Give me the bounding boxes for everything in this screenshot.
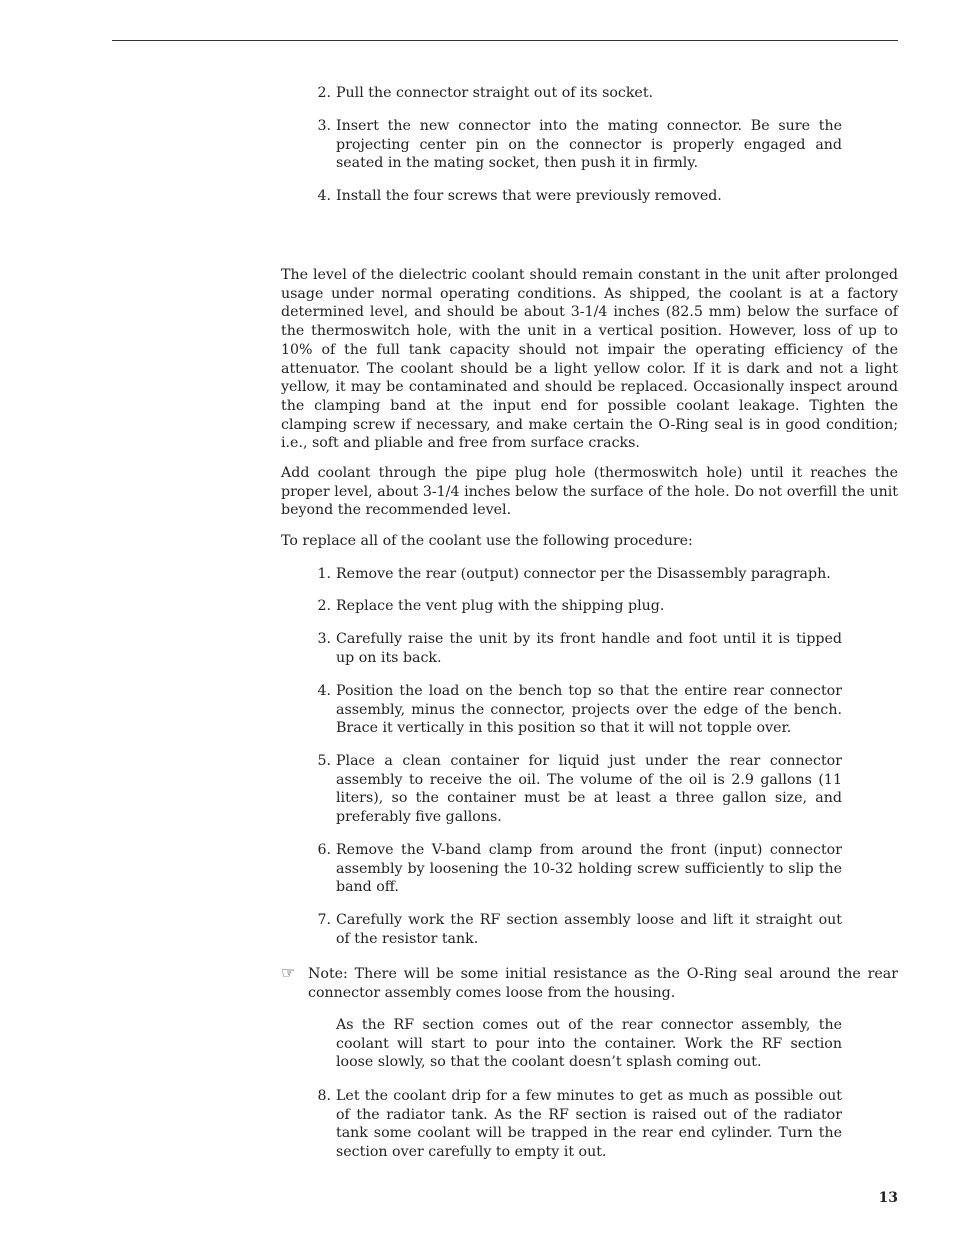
list-item xyxy=(313,117,842,173)
step-number: 2. xyxy=(317,85,331,101)
pointing-hand-icon: ☞ xyxy=(281,963,296,982)
list-item xyxy=(313,565,842,584)
paragraph-replace-intro: To replace all of the coolant use the following procedure: xyxy=(281,533,693,549)
step-number: 2. xyxy=(317,598,331,614)
list-item xyxy=(313,682,842,738)
note-followup-paragraph: As the RF section comes out of the rear connector assembly, the coolant will start to pour into the container. Work the RF section loose slowly, so that the coolant doesn’t splash coming out. xyxy=(336,1017,842,1071)
list-item xyxy=(313,187,842,206)
list-item xyxy=(313,841,842,897)
step-number: 5. xyxy=(317,753,331,769)
step-number: 1. xyxy=(317,566,331,582)
step-number: 6. xyxy=(317,842,331,858)
step-number: 7. xyxy=(317,912,331,928)
step-number: 4. xyxy=(317,188,331,204)
step-number: 3. xyxy=(317,118,331,134)
note-text: Note: There will be some initial resistance as the O-Ring seal around the rear connector assembly comes loose from the housing. xyxy=(308,966,898,1001)
step-number: 4. xyxy=(317,683,331,699)
step-text: Replace the vent plug with the shipping plug. xyxy=(336,598,665,614)
step-text: Position the load on the bench top so that the entire rear connector assembly, minus the connector, projects over the edge of the bench. Brace it vertically in this position so that it will not topple over. xyxy=(336,683,842,737)
list-item xyxy=(313,1087,842,1162)
step-text: Insert the new connector into the mating connector. Be sure the projecting center pin on the connector is properly engaged and seated in the mating socket, then push it in firmly. xyxy=(336,118,842,172)
list-item xyxy=(313,597,842,616)
step-text: Remove the rear (output) connector per the Disassembly paragraph. xyxy=(336,566,831,582)
list-item xyxy=(313,630,842,667)
list-item xyxy=(313,84,842,103)
step-text: Carefully raise the unit by its front handle and foot until it is tipped up on its back. xyxy=(336,631,842,666)
step-text: Let the coolant drip for a few minutes to get as much as possible out of the radiator tank. As the RF section is raised out of the radiator tank some coolant will be trapped in the rear end cylinder. Turn the section over carefully to empty it out. xyxy=(336,1088,842,1161)
step-text: Carefully work the RF section assembly loose and lift it straight out of the resistor tank. xyxy=(336,912,842,947)
step-number: 8. xyxy=(317,1088,331,1104)
step-number: 3. xyxy=(317,631,331,647)
step-text: Place a clean container for liquid just under the rear connector assembly to receive the oil. The volume of the oil is 2.9 gallons (11 liters), so the container must be at least a three gallon size, and preferably five gallons. xyxy=(336,753,842,826)
page-number: 13 xyxy=(878,1190,898,1206)
note-block xyxy=(281,965,898,1002)
step-text: Remove the V-band clamp from around the front (input) connector assembly by loosening the 10-32 holding screw sufficiently to slip the band off. xyxy=(336,842,842,896)
step-text: Install the four screws that were previously removed. xyxy=(336,188,722,204)
step-text: Pull the connector straight out of its socket. xyxy=(336,85,654,101)
list-item xyxy=(313,911,842,948)
list-item xyxy=(313,752,842,827)
paragraph-coolant-level: The level of the dielectric coolant should remain constant in the unit after prolonged usage under normal operating conditions. As shipped, the coolant is at a factory determined level, and should be about 3-1/4 inches (82.5 mm) below the surface of the thermoswitch hole, with the unit in a vertical position. However, loss of up to 10% of the full tank capacity should not impair the operating efficiency of the attenuator. The coolant should be a light yellow color. If it is dark and not a light yellow, it may be contaminated and should be replaced. Occasionally inspect around the clamping band at the input end for possible coolant leakage. Tighten the clamping screw if necessary, and make certain the O-Ring seal is in good condition; i.e., soft and pliable and free from surface cracks. xyxy=(281,267,898,452)
paragraph-add-coolant: Add coolant through the pipe plug hole (thermoswitch hole) until it reaches the proper level, about 3-1/4 inches below the surface of the hole. Do not overfill the unit beyond the recommended level. xyxy=(281,465,898,519)
header-rule xyxy=(112,40,898,41)
